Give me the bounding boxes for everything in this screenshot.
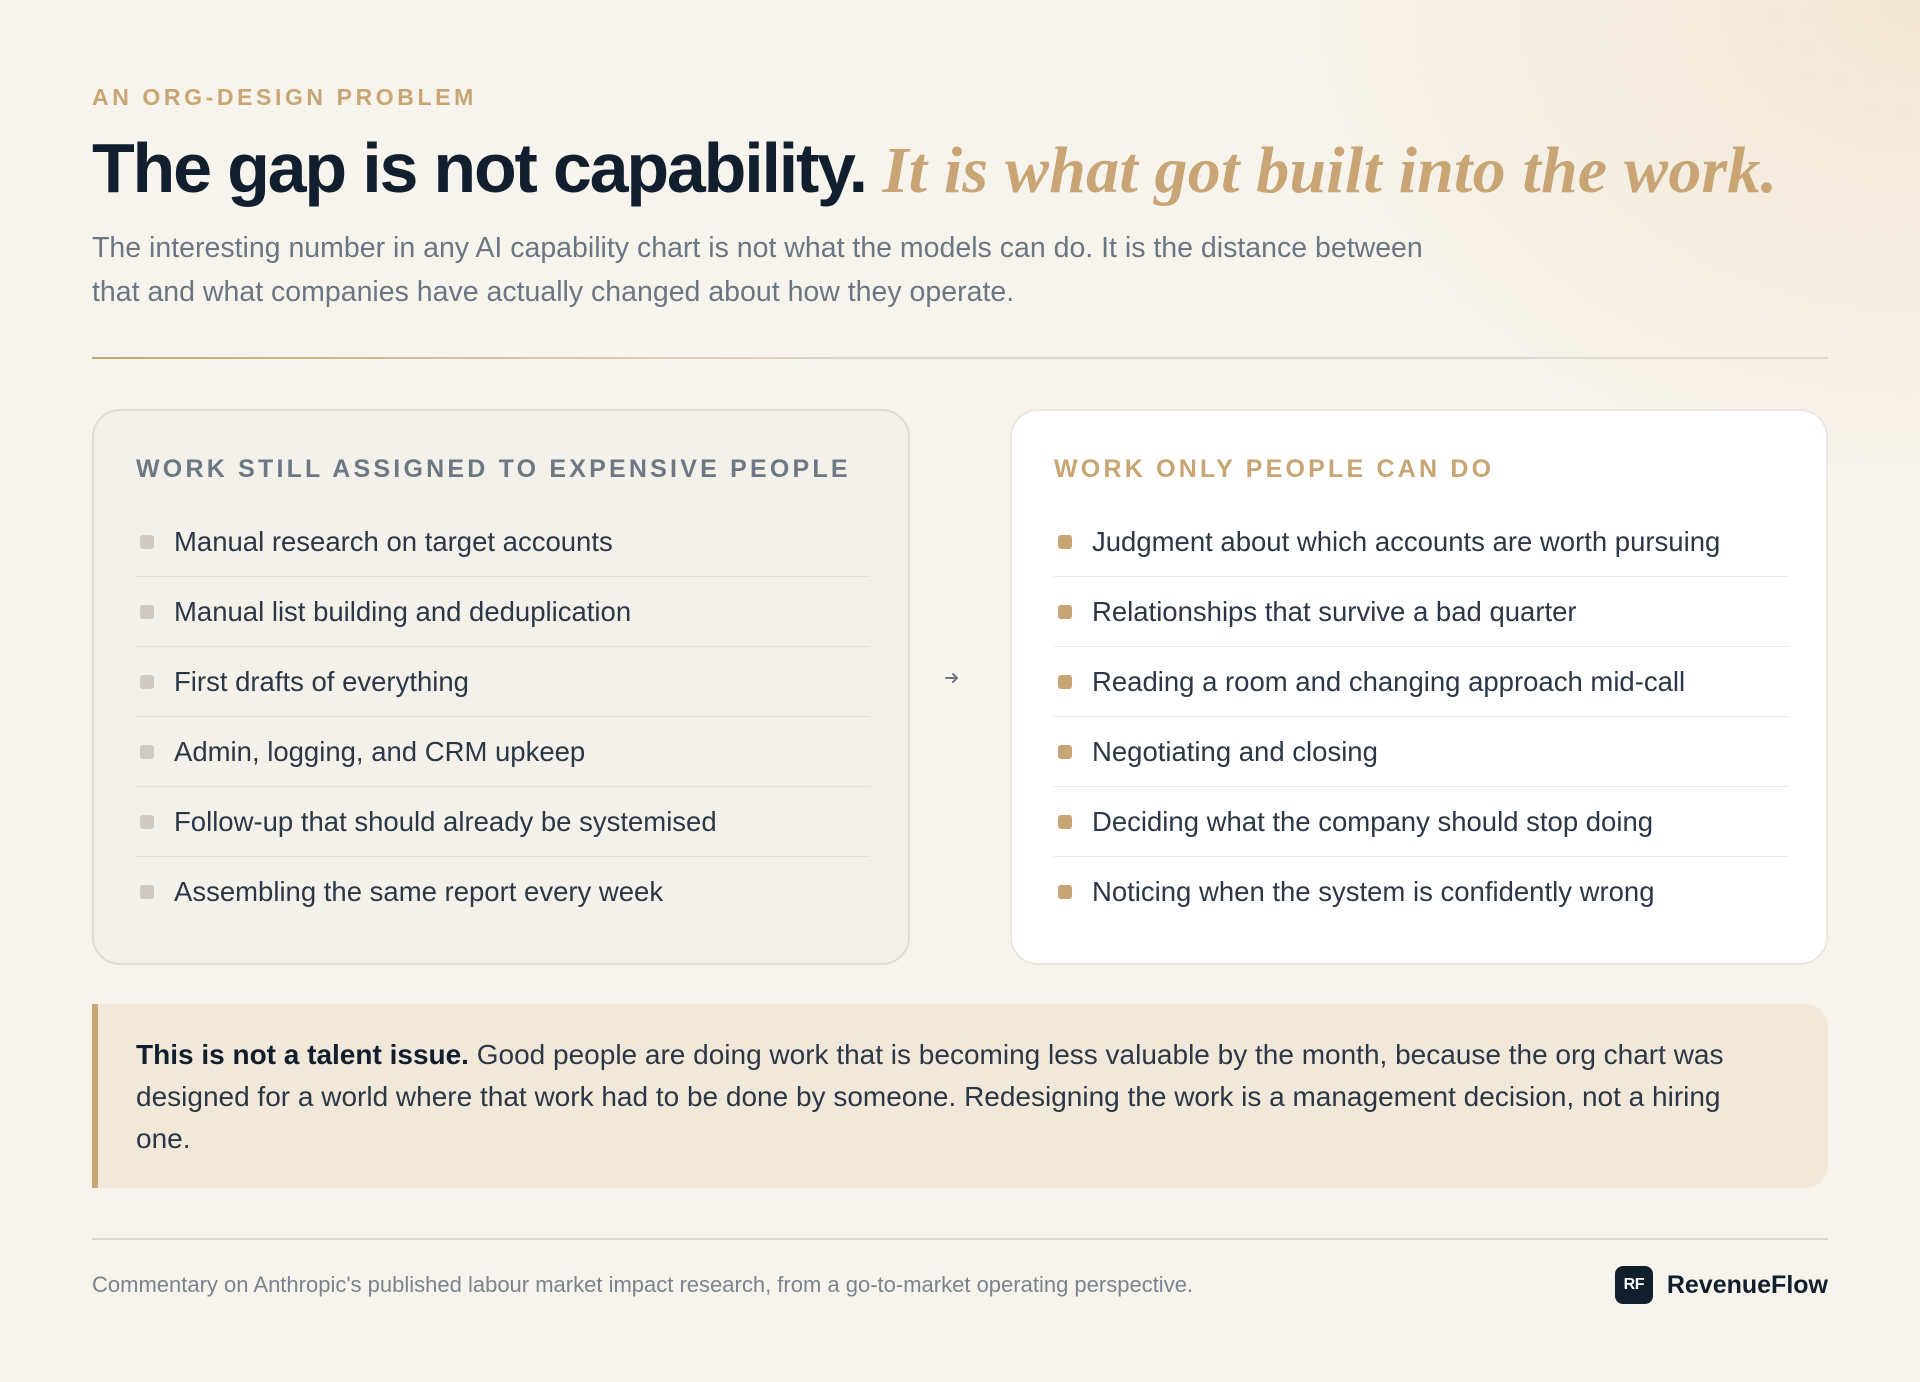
square-bullet-icon — [140, 675, 154, 689]
eyebrow-label: AN ORG-DESIGN PROBLEM — [92, 84, 477, 110]
square-bullet-icon — [1058, 675, 1072, 689]
list-item — [136, 787, 870, 857]
brand-mark: RF — [1615, 1266, 1653, 1304]
title-serif: It is what got built into the work. — [882, 134, 1778, 207]
list-item-label: Reading a room and changing approach mid-call — [1092, 665, 1686, 697]
brand-logo — [1615, 1266, 1828, 1304]
card-title: WORK STILL ASSIGNED TO EXPENSIVE PEOPLE — [136, 455, 851, 483]
square-bullet-icon — [1058, 885, 1072, 899]
footer-divider — [92, 1238, 1828, 1240]
list-item-label: Manual list building and deduplication — [174, 595, 632, 627]
list-item — [136, 647, 870, 717]
list-item — [1054, 507, 1788, 577]
square-bullet-icon — [1058, 535, 1072, 549]
source-note: Commentary on Anthropic's published labour market impact research, from a go-to-market operating perspective. — [92, 1272, 1194, 1297]
square-bullet-icon — [140, 885, 154, 899]
list-item-label: Follow-up that should already be systemised — [174, 805, 717, 837]
header-divider — [92, 357, 1828, 359]
list-item — [136, 717, 870, 787]
callout-box — [92, 1004, 1828, 1188]
square-bullet-icon — [140, 605, 154, 619]
square-bullet-icon — [140, 815, 154, 829]
brand-name: RevenueFlow — [1666, 1270, 1828, 1299]
callout-text — [136, 1034, 1776, 1160]
page-title — [92, 128, 1828, 209]
list-item — [1054, 787, 1788, 857]
page — [92, 0, 1828, 1382]
list-item-label: Manual research on target accounts — [174, 525, 613, 557]
card-human-work — [1010, 409, 1828, 965]
square-bullet-icon — [1058, 605, 1072, 619]
square-bullet-icon — [1058, 745, 1072, 759]
list-item-label: First drafts of everything — [174, 665, 469, 697]
list-item — [1054, 577, 1788, 647]
list-item — [1054, 857, 1788, 927]
title-strong: The gap is not capability. — [92, 129, 866, 207]
list-item-label: Deciding what the company should stop doing — [1092, 805, 1654, 837]
list-item-label: Judgment about which accounts are worth pursuing — [1092, 525, 1721, 557]
square-bullet-icon — [1058, 815, 1072, 829]
list-item — [1054, 647, 1788, 717]
callout-lead: This is not a talent issue. — [136, 1039, 469, 1070]
square-bullet-icon — [140, 535, 154, 549]
list-item — [1054, 717, 1788, 787]
work-list — [136, 507, 870, 927]
card-title: WORK ONLY PEOPLE CAN DO — [1054, 455, 1495, 483]
list-item — [136, 507, 870, 577]
list-item-label: Negotiating and closing — [1092, 735, 1378, 767]
list-item-label: Assembling the same report every week — [174, 876, 664, 907]
list-item-label: Admin, logging, and CRM upkeep — [174, 735, 586, 767]
list-item-label: Noticing when the system is confidently wrong — [1092, 876, 1655, 907]
intro-paragraph: The interesting number in any AI capability chart is not what the models can do. It is the distance between that and what companies have actually changed about how they operate. — [92, 232, 1423, 308]
list-item — [136, 857, 870, 927]
list-item — [136, 577, 870, 647]
work-list — [1054, 507, 1788, 927]
card-expensive-work — [92, 409, 910, 965]
list-item-label: Relationships that survive a bad quarter — [1092, 595, 1577, 627]
callout-body: Good people are doing work that is becoming less valuable by the month, because the org chart was designed for a world where that work had to be done by someone. Redesigning the work is a management decision, not a hiring one. — [136, 1039, 1724, 1154]
arrow-right-icon — [944, 670, 960, 686]
square-bullet-icon — [140, 745, 154, 759]
